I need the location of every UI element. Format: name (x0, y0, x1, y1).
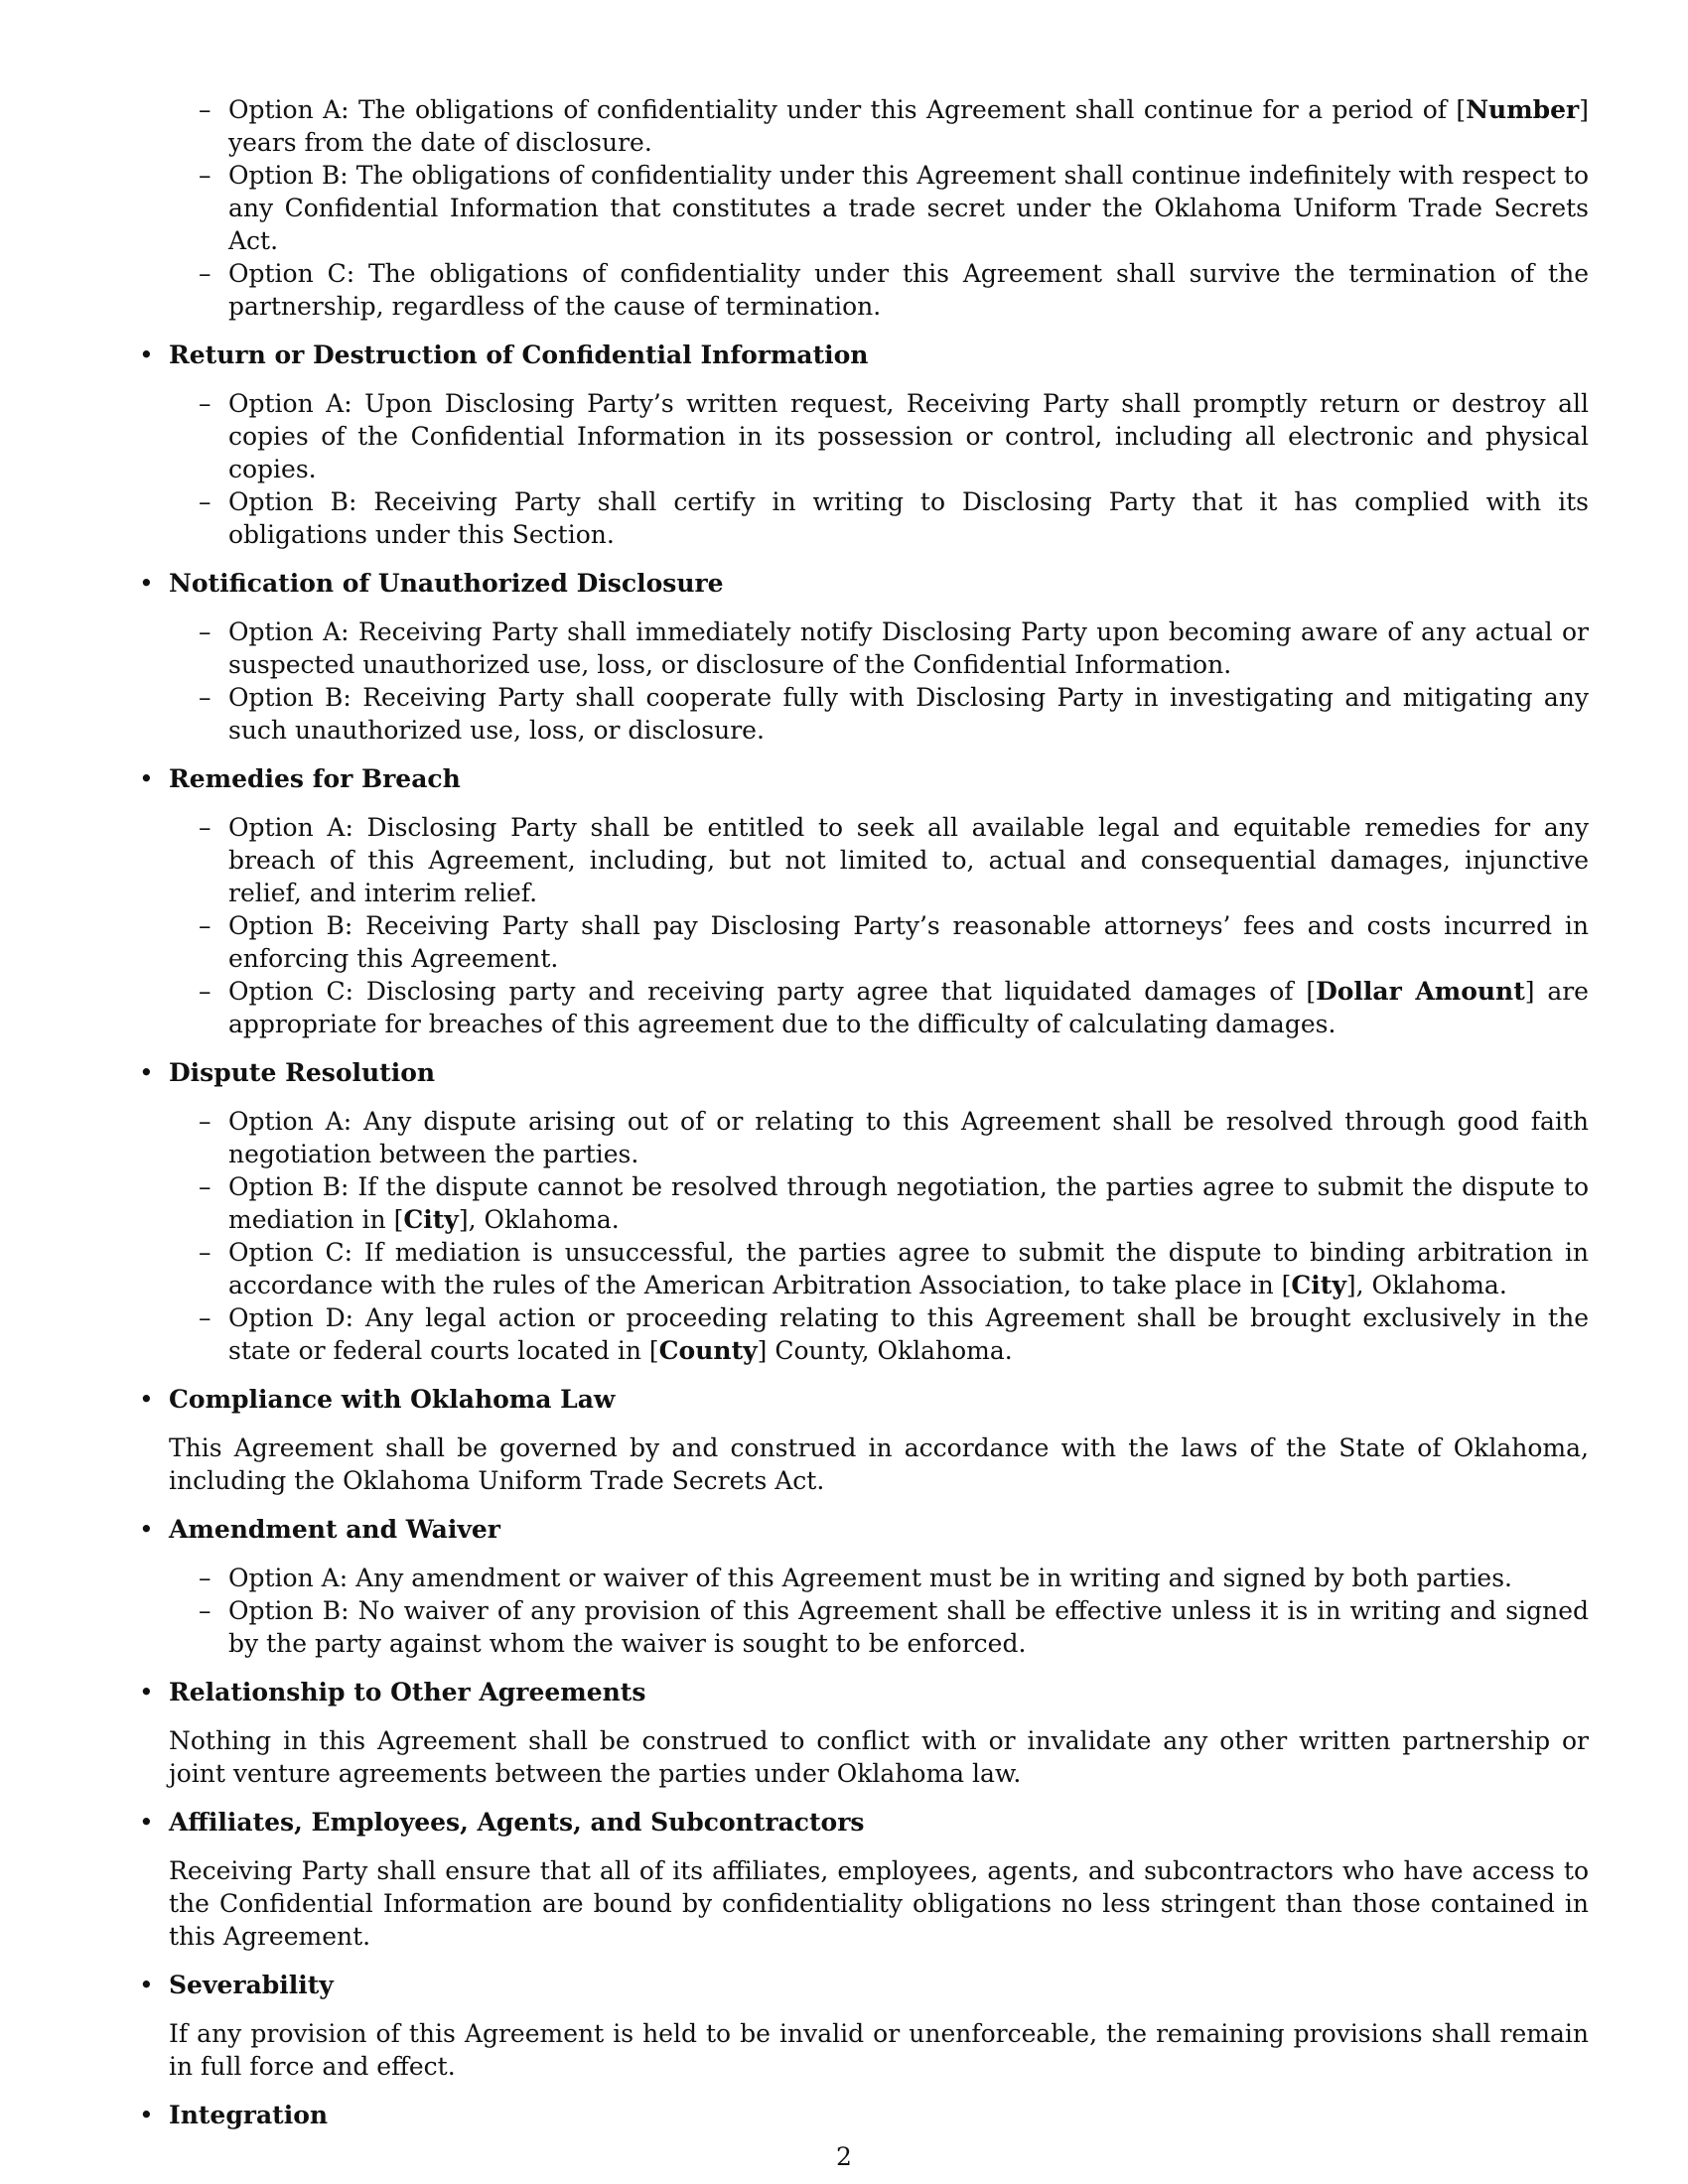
option-item (129, 1562, 1589, 1594)
section-options (129, 387, 1589, 551)
section-paragraph: Nothing in this Agreement shall be construed to conflict with or invalidate any other written partnership or joint venture agreements between the parties under Oklahoma law. (169, 1726, 1589, 1788)
dash-bullet: – (199, 617, 211, 646)
dash-bullet: – (199, 1596, 211, 1625)
option-text: Option A: The obligations of confidentiality under this Agreement shall continue for a period of [ (228, 95, 1467, 124)
option-text: Option B: Receiving Party shall certify in writing to Disclosing Party that it has complied with its obligations under this Section. (228, 487, 1589, 549)
section-title: Amendment and Waiver (169, 1515, 500, 1544)
section-title: Notification of Unauthorized Disclosure (169, 569, 724, 598)
section-title: Affiliates, Employees, Agents, and Subcontractors (169, 1808, 865, 1837)
dash-bullet: – (199, 911, 211, 940)
bullet-dot: • (139, 1971, 154, 1999)
dash-bullet: – (199, 1303, 211, 1332)
section-item (129, 567, 1589, 747)
section-heading (129, 2099, 1589, 2131)
option-item (129, 1594, 1589, 1660)
option-item (129, 909, 1589, 975)
option-item (129, 681, 1589, 747)
option-text-end: ], Oklahoma. (458, 1205, 620, 1234)
section-heading (129, 1969, 1589, 2001)
option-text: Option B: Receiving Party shall cooperate fully with Disclosing Party in investigating and mitigating any such unauthorized use, loss, or disclosure. (228, 683, 1589, 745)
option-text: Option A: Any amendment or waiver of this Agreement must be in writing and signed by both parties. (228, 1564, 1513, 1592)
section-heading (129, 1383, 1589, 1416)
dash-bullet: – (199, 813, 211, 842)
section-item (129, 1969, 1589, 2083)
option-item (129, 811, 1589, 909)
section-options (129, 615, 1589, 747)
option-item (129, 159, 1589, 257)
option-text: Option C: If mediation is unsuccessful, the parties agree to submit the dispute to binding arbitration in accordance with the rules of the American Arbitration Association, to take place in [ (228, 1238, 1589, 1299)
dash-bullet: – (199, 161, 211, 190)
document-body (129, 93, 1589, 2147)
section-heading (129, 1056, 1589, 1089)
bullet-dot: • (139, 764, 154, 793)
option-text-end: ] County, Oklahoma. (757, 1336, 1013, 1365)
option-text: Option B: The obligations of confidentiality under this Agreement shall continue indefinitely with respect to any Confidential Information that constitutes a trade secret under the Oklahoma Uniform Trade Secrets Act. (228, 161, 1589, 255)
section-heading (129, 1806, 1589, 1839)
section-title: Remedies for Breach (169, 764, 461, 793)
bullet-dot: • (139, 1058, 154, 1087)
dash-bullet: – (199, 1238, 211, 1267)
section-heading (129, 1513, 1589, 1546)
continued-options-list (129, 93, 1589, 323)
option-item (129, 1301, 1589, 1367)
section-paragraph: Receiving Party shall ensure that all of its affiliates, employees, agents, and subcontractors who have access to the Confidential Information are bound by confidentiality obligations no less stringent than those contained in this Agreement. (169, 1856, 1589, 1951)
section-item (129, 762, 1589, 1040)
section-options (129, 1562, 1589, 1660)
section-item (129, 1676, 1589, 1790)
section-item (129, 1513, 1589, 1660)
bullet-dot: • (139, 2101, 154, 2129)
section-options (129, 1105, 1589, 1367)
placeholder-field: Dollar Amount (1316, 977, 1525, 1006)
option-item (129, 1170, 1589, 1236)
option-item (129, 1236, 1589, 1301)
section-item (129, 1383, 1589, 1497)
option-item (129, 257, 1589, 323)
dash-bullet: – (199, 1107, 211, 1136)
dash-bullet: – (199, 1564, 211, 1592)
option-text: Option B: No waiver of any provision of this Agreement shall be effective unless it is in writing and signed by the party against whom the waiver is sought to be enforced. (228, 1596, 1589, 1658)
section-item (129, 2099, 1589, 2131)
option-item (129, 93, 1589, 159)
bullet-dot: • (139, 569, 154, 598)
option-item (129, 615, 1589, 681)
dash-bullet: – (199, 487, 211, 516)
bullet-dot: • (139, 1385, 154, 1414)
placeholder-field: Number (1466, 95, 1580, 124)
bullet-dot: • (139, 341, 154, 369)
dash-bullet: – (199, 259, 211, 288)
section-paragraph: This Agreement shall be governed by and construed in accordance with the laws of the State of Oklahoma, including the Oklahoma Uniform Trade Secrets Act. (169, 1433, 1589, 1495)
option-text-end: ], Oklahoma. (1345, 1271, 1507, 1299)
bullet-dot: • (139, 1808, 154, 1837)
bullet-dot: • (139, 1515, 154, 1544)
section-title: Severability (169, 1971, 334, 1999)
option-text: Option A: Any dispute arising out of or relating to this Agreement shall be resolved through good faith negotiation between the parties. (228, 1107, 1589, 1168)
option-text: Option A: Upon Disclosing Party’s written request, Receiving Party shall promptly return or destroy all copies of the Confidential Information in its possession or control, including all electronic and physical copies. (228, 389, 1589, 483)
bullet-dot: • (139, 1678, 154, 1706)
option-item (129, 1105, 1589, 1170)
sections-list (129, 339, 1589, 2131)
dash-bullet: – (199, 95, 211, 124)
section-item (129, 1056, 1589, 1367)
section-item (129, 1806, 1589, 1953)
option-text: Option C: The obligations of confidentiality under this Agreement shall survive the termination of the partnership, regardless of the cause of termination. (228, 259, 1589, 321)
page-number: 2 (836, 2142, 852, 2171)
section-options (129, 811, 1589, 1040)
dash-bullet: – (199, 683, 211, 712)
section-title: Relationship to Other Agreements (169, 1678, 646, 1706)
section-paragraph: If any provision of this Agreement is held to be invalid or unenforceable, the remaining provisions shall remain in full force and effect. (169, 2019, 1589, 2081)
option-text-end: ] years from the date of disclosure. (228, 95, 1589, 157)
section-item (129, 339, 1589, 551)
dash-bullet: – (199, 1172, 211, 1201)
option-item (129, 975, 1589, 1040)
placeholder-field: City (1291, 1271, 1346, 1299)
section-heading (129, 567, 1589, 600)
option-text: Option A: Receiving Party shall immediately notify Disclosing Party upon becoming aware of any actual or suspected unauthorized use, loss, or disclosure of the Confidential Information. (228, 617, 1589, 679)
section-heading (129, 1676, 1589, 1708)
section-title: Dispute Resolution (169, 1058, 436, 1087)
placeholder-field: County (658, 1336, 758, 1365)
section-heading (129, 339, 1589, 371)
option-item (129, 387, 1589, 485)
section-title: Return or Destruction of Confidential Information (169, 341, 869, 369)
option-text: Option C: Disclosing party and receiving party agree that liquidated damages of [ (228, 977, 1317, 1006)
placeholder-field: City (403, 1205, 459, 1234)
section-heading (129, 762, 1589, 795)
option-text: Option B: Receiving Party shall pay Disclosing Party’s reasonable attorneys’ fees and costs incurred in enforcing this Agreement. (228, 911, 1589, 973)
dash-bullet: – (199, 977, 211, 1006)
option-text: Option B: If the dispute cannot be resolved through negotiation, the parties agree to submit the dispute to mediation in [ (228, 1172, 1589, 1234)
section-title: Compliance with Oklahoma Law (169, 1385, 616, 1414)
option-text: Option D: Any legal action or proceeding relating to this Agreement shall be brought exclusively in the state or federal courts located in [ (228, 1303, 1589, 1365)
section-title: Integration (169, 2101, 329, 2129)
option-text-end: ] are appropriate for breaches of this agreement due to the difficulty of calculating damages. (228, 977, 1589, 1038)
option-item (129, 485, 1589, 551)
option-text: Option A: Disclosing Party shall be entitled to seek all available legal and equitable remedies for any breach of this Agreement, including, but not limited to, actual and consequential damages, injunctive relief, and interim relief. (228, 813, 1589, 907)
dash-bullet: – (199, 389, 211, 418)
